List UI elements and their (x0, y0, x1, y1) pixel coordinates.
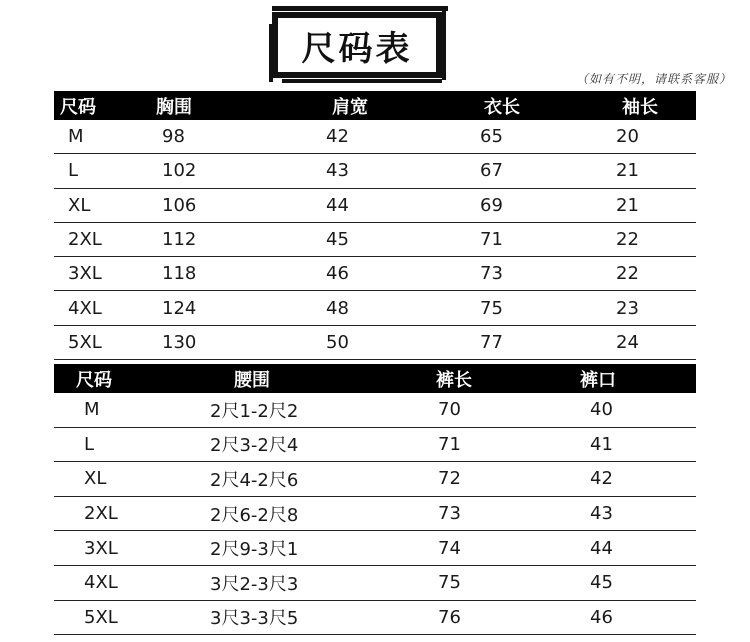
size-cell: L (54, 427, 164, 462)
sleeve-cell: 23 (564, 291, 696, 325)
length-cell: 67 (434, 154, 564, 188)
pants-length-cell: 72 (424, 462, 554, 497)
brush-stroke-bottom (282, 79, 442, 83)
chest-cell: 106 (144, 188, 294, 222)
length-cell: 65 (434, 120, 564, 154)
size-cell: 5XL (54, 600, 164, 635)
pants-length-cell: 73 (424, 496, 554, 531)
shoulder-cell: 48 (294, 291, 434, 325)
waist-cell: 2尺1-2尺2 (164, 393, 424, 427)
size-cell: M (54, 393, 164, 427)
size-cell: 3XL (54, 531, 164, 566)
size-cell: 4XL (54, 565, 164, 600)
size-cell: 3XL (54, 257, 144, 291)
table-row (54, 325, 696, 359)
size-cell: XL (54, 462, 164, 497)
waist-cell: 2尺4-2尺6 (164, 462, 424, 497)
sleeve-cell: 21 (564, 154, 696, 188)
chest-cell: 98 (144, 120, 294, 154)
header-size: 尺码 (54, 91, 144, 120)
chest-cell: 118 (144, 257, 294, 291)
length-cell: 71 (434, 222, 564, 256)
table-row (54, 257, 696, 291)
header-leg-opening: 裤口 (554, 364, 696, 393)
table-row (54, 154, 696, 188)
table-row (54, 291, 696, 325)
pants-length-cell: 70 (424, 393, 554, 427)
pants-length-cell: 75 (424, 565, 554, 600)
length-cell: 75 (434, 291, 564, 325)
sleeve-cell: 24 (564, 325, 696, 359)
size-cell: L (54, 154, 144, 188)
top-size-table (54, 91, 696, 360)
shoulder-cell: 42 (294, 120, 434, 154)
shoulder-cell: 50 (294, 325, 434, 359)
waist-cell: 2尺9-3尺1 (164, 531, 424, 566)
shoulder-cell: 44 (294, 188, 434, 222)
waist-cell: 2尺6-2尺8 (164, 496, 424, 531)
leg-opening-cell: 43 (554, 496, 696, 531)
contact-note: （如有不明，请联系客服） (575, 72, 732, 86)
size-cell: M (54, 120, 144, 154)
table-row (54, 462, 696, 497)
table-row (54, 188, 696, 222)
table-row (54, 222, 696, 256)
size-cell: XL (54, 188, 144, 222)
chest-cell: 130 (144, 325, 294, 359)
chest-cell: 124 (144, 291, 294, 325)
length-cell: 73 (434, 257, 564, 291)
pants-length-cell: 74 (424, 531, 554, 566)
size-cell: 5XL (54, 325, 144, 359)
table-row (54, 427, 696, 462)
size-cell: 4XL (54, 291, 144, 325)
header-length: 衣长 (434, 91, 564, 120)
table-row (54, 600, 696, 635)
header-waist: 腰围 (164, 364, 424, 393)
waist-cell: 2尺3-2尺4 (164, 427, 424, 462)
pants-length-cell: 71 (424, 427, 554, 462)
length-cell: 69 (434, 188, 564, 222)
leg-opening-cell: 46 (554, 600, 696, 635)
size-cell: 2XL (54, 222, 144, 256)
size-cell: 2XL (54, 496, 164, 531)
title-frame (272, 12, 442, 78)
chest-cell: 112 (144, 222, 294, 256)
sleeve-cell: 22 (564, 222, 696, 256)
shoulder-cell: 43 (294, 154, 434, 188)
table-row (54, 120, 696, 154)
waist-cell: 3尺2-3尺3 (164, 565, 424, 600)
table-row (54, 496, 696, 531)
leg-opening-cell: 44 (554, 531, 696, 566)
leg-opening-cell: 41 (554, 427, 696, 462)
header-chest: 胸围 (144, 91, 294, 120)
page-title: 尺码表 (301, 28, 413, 69)
leg-opening-cell: 45 (554, 565, 696, 600)
chest-cell: 102 (144, 154, 294, 188)
leg-opening-cell: 40 (554, 393, 696, 427)
header-pants-length: 裤长 (424, 364, 554, 393)
brush-stroke-top (272, 6, 448, 11)
sleeve-cell: 22 (564, 257, 696, 291)
table-row (54, 565, 696, 600)
header-sleeve: 袖长 (564, 91, 696, 120)
header-size: 尺码 (54, 364, 164, 393)
shoulder-cell: 45 (294, 222, 434, 256)
table-row (54, 393, 696, 427)
pants-length-cell: 76 (424, 600, 554, 635)
length-cell: 77 (434, 325, 564, 359)
bottom-table-header (54, 364, 696, 393)
leg-opening-cell: 42 (554, 462, 696, 497)
sleeve-cell: 20 (564, 120, 696, 154)
waist-cell: 3尺3-3尺5 (164, 600, 424, 635)
bottom-size-table (54, 364, 696, 635)
top-table-header (54, 91, 696, 120)
shoulder-cell: 46 (294, 257, 434, 291)
table-row (54, 531, 696, 566)
header-shoulder: 肩宽 (294, 91, 434, 120)
sleeve-cell: 21 (564, 188, 696, 222)
